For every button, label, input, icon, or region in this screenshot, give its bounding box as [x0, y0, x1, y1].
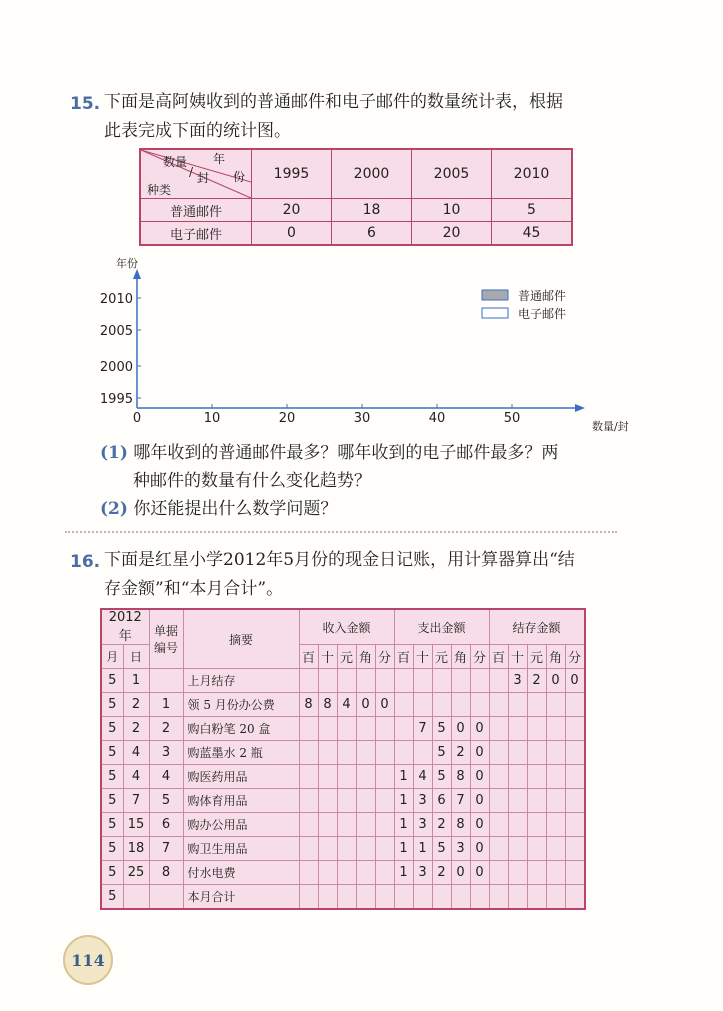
row-label-regular-mail: 普通邮件: [140, 199, 252, 222]
balance-digit-cell[interactable]: [527, 765, 546, 789]
sub-question-1-number: (1): [100, 443, 128, 463]
expense-digit-cell: 2: [451, 741, 470, 765]
cell-value: 10: [412, 199, 492, 222]
balance-digit-cell[interactable]: 0: [565, 669, 585, 693]
sub-question-1-line2: 种邮件的数量有什么变化趋势？: [133, 471, 371, 491]
cell-value: 20: [412, 222, 492, 246]
month-cell: 5: [101, 789, 123, 813]
income-digit-cell: 0: [375, 693, 394, 717]
digit-header: 分: [565, 645, 585, 669]
income-digit-cell: [356, 837, 375, 861]
expense-digit-cell: 0: [470, 837, 489, 861]
balance-digit-cell[interactable]: [546, 861, 565, 885]
expense-digit-cell: 0: [470, 789, 489, 813]
digit-header: 角: [451, 645, 470, 669]
expense-digit-cell: 4: [413, 765, 432, 789]
expense-digit-cell: 1: [394, 765, 413, 789]
year-1995-header: 1995: [252, 149, 332, 199]
table-row: [101, 885, 585, 910]
balance-digit-cell[interactable]: [489, 861, 508, 885]
month-cell: 5: [101, 741, 123, 765]
question-16-number: 16.: [70, 552, 101, 572]
balance-digit-cell[interactable]: [489, 813, 508, 837]
income-digit-cell: [318, 789, 337, 813]
header-year: 2012 年: [101, 609, 149, 645]
income-digit-cell: [318, 741, 337, 765]
balance-digit-cell[interactable]: [565, 789, 585, 813]
day-cell: 2: [123, 693, 149, 717]
balance-digit-cell[interactable]: 0: [546, 669, 565, 693]
balance-digit-cell[interactable]: [527, 741, 546, 765]
doc-number-cell: 7: [149, 837, 183, 861]
expense-digit-cell: [432, 669, 451, 693]
cell-value: 0: [252, 222, 332, 246]
digit-header: 角: [356, 645, 375, 669]
income-digit-cell: [318, 765, 337, 789]
balance-digit-cell[interactable]: [527, 813, 546, 837]
y-axis-arrow-icon: [133, 269, 141, 279]
summary-cell: 领 5 月份办公费: [183, 693, 299, 717]
expense-digit-cell: 0: [470, 813, 489, 837]
summary-cell: 付水电费: [183, 861, 299, 885]
year-2000-header: 2000: [332, 149, 412, 199]
table-row: [101, 765, 585, 789]
digit-header: 十: [508, 645, 527, 669]
income-digit-cell: [375, 789, 394, 813]
month-cell: 5: [101, 813, 123, 837]
table-row: [101, 861, 585, 885]
balance-digit-cell[interactable]: [508, 693, 527, 717]
table-row: [101, 717, 585, 741]
summary-cell: 购蓝墨水 2 瓶: [183, 741, 299, 765]
day-cell: 1: [123, 669, 149, 693]
table-row: [101, 669, 585, 693]
balance-digit-cell[interactable]: [546, 765, 565, 789]
expense-digit-cell: [451, 693, 470, 717]
expense-digit-cell[interactable]: [413, 885, 432, 910]
expense-digit-cell: 0: [451, 861, 470, 885]
income-digit-cell: [337, 861, 356, 885]
corner-label-quantity: 数量: [163, 155, 188, 169]
expense-digit-cell: 0: [470, 717, 489, 741]
income-digit-cell: [337, 669, 356, 693]
expense-digit-cell: 1: [394, 861, 413, 885]
expense-digit-cell: 0: [470, 765, 489, 789]
balance-digit-cell[interactable]: [508, 717, 527, 741]
table-row: [140, 222, 572, 246]
balance-digit-cell[interactable]: [565, 861, 585, 885]
income-digit-cell: [356, 861, 375, 885]
income-digit-cell: [337, 741, 356, 765]
income-digit-cell[interactable]: [337, 885, 356, 910]
income-digit-cell: [337, 813, 356, 837]
month-cell: 5: [101, 885, 123, 910]
balance-digit-cell[interactable]: [489, 717, 508, 741]
day-cell: 4: [123, 741, 149, 765]
corner-label-kind: 种类: [147, 183, 172, 197]
expense-digit-cell[interactable]: [451, 885, 470, 910]
cell-value: 18: [332, 199, 412, 222]
expense-digit-cell: 3: [413, 813, 432, 837]
x-tick-label: 10: [203, 411, 221, 426]
table-corner-header: [140, 149, 252, 199]
legend-swatch: [482, 290, 508, 300]
income-digit-cell: [375, 717, 394, 741]
question-15-text-line2: 此表完成下面的统计图。: [104, 121, 291, 141]
doc-number-cell: 1: [149, 693, 183, 717]
digit-header: 十: [318, 645, 337, 669]
question-15-text-line1: 下面是高阿姨收到的普通邮件和电子邮件的数量统计表，根据: [104, 92, 563, 112]
balance-digit-cell[interactable]: [489, 789, 508, 813]
balance-digit-cell[interactable]: [489, 885, 508, 910]
balance-digit-cell[interactable]: [508, 741, 527, 765]
balance-digit-cell[interactable]: [527, 717, 546, 741]
income-digit-cell: 8: [318, 693, 337, 717]
income-digit-cell: [299, 861, 318, 885]
income-digit-cell: 8: [299, 693, 318, 717]
question-16-text-line2: 存金额”和“本月合计”。: [104, 579, 284, 599]
balance-digit-cell[interactable]: [489, 693, 508, 717]
expense-digit-cell: 5: [432, 741, 451, 765]
x-tick-label: 50: [503, 411, 521, 426]
digit-header: 元: [337, 645, 356, 669]
expense-digit-cell: 2: [432, 813, 451, 837]
income-digit-cell: [337, 789, 356, 813]
digit-header: 百: [489, 645, 508, 669]
income-digit-cell: [356, 813, 375, 837]
income-digit-cell: 4: [337, 693, 356, 717]
day-cell: 15: [123, 813, 149, 837]
table-row: [101, 693, 585, 717]
day-cell: 2: [123, 717, 149, 741]
expense-digit-cell[interactable]: [394, 885, 413, 910]
y-category-label: 1995: [99, 392, 133, 407]
expense-digit-cell: [394, 741, 413, 765]
income-digit-cell[interactable]: [356, 885, 375, 910]
table-row: [101, 837, 585, 861]
income-digit-cell: [299, 789, 318, 813]
doc-number-cell: [149, 669, 183, 693]
x-tick-label: 40: [428, 411, 446, 426]
header-expense: 支出金额: [394, 609, 489, 645]
expense-digit-cell: 7: [451, 789, 470, 813]
expense-digit-cell: 0: [470, 861, 489, 885]
x-axis-arrow-icon: [575, 404, 585, 412]
income-digit-cell: [299, 669, 318, 693]
balance-digit-cell[interactable]: [508, 765, 527, 789]
expense-digit-cell: 3: [413, 789, 432, 813]
digit-header: 角: [546, 645, 565, 669]
cell-value: 20: [252, 199, 332, 222]
header-month: 月: [101, 645, 123, 669]
doc-number-cell: 6: [149, 813, 183, 837]
doc-number-cell: 2: [149, 717, 183, 741]
income-digit-cell: [299, 765, 318, 789]
day-cell: [123, 885, 149, 910]
balance-digit-cell[interactable]: [489, 765, 508, 789]
table-row: [101, 741, 585, 765]
balance-digit-cell[interactable]: [489, 837, 508, 861]
income-digit-cell: [375, 741, 394, 765]
income-digit-cell: [318, 837, 337, 861]
summary-cell: 上月结存: [183, 669, 299, 693]
table-row: [101, 813, 585, 837]
y-category-label: 2005: [99, 324, 133, 339]
income-digit-cell: [337, 717, 356, 741]
balance-digit-cell[interactable]: [527, 837, 546, 861]
x-tick-label: 0: [132, 411, 142, 426]
row-label-email: 电子邮件: [140, 222, 252, 246]
mail-count-table: [139, 148, 573, 246]
day-cell: 7: [123, 789, 149, 813]
doc-number-cell: 4: [149, 765, 183, 789]
income-digit-cell: [318, 861, 337, 885]
sub-question-1: [100, 438, 558, 468]
expense-digit-cell: 5: [432, 717, 451, 741]
expense-digit-cell: [394, 717, 413, 741]
income-digit-cell: [318, 669, 337, 693]
balance-digit-cell[interactable]: [508, 885, 527, 910]
question-16-text-line1: 下面是红星小学2012年5月份的现金日记账，用计算器算出“结: [104, 550, 575, 570]
section-divider: [65, 531, 617, 533]
expense-digit-cell: 0: [451, 717, 470, 741]
summary-cell: 购体育用品: [183, 789, 299, 813]
balance-digit-cell[interactable]: [546, 741, 565, 765]
income-digit-cell: [356, 741, 375, 765]
balance-digit-cell[interactable]: [546, 717, 565, 741]
balance-digit-cell[interactable]: [546, 885, 565, 910]
x-tick-label: 30: [353, 411, 371, 426]
corner-label-slash: /: [189, 165, 194, 179]
income-digit-cell[interactable]: [375, 885, 394, 910]
expense-digit-cell: 1: [394, 837, 413, 861]
question-15-number: 15.: [70, 94, 101, 114]
balance-digit-cell[interactable]: [508, 789, 527, 813]
income-digit-cell: [375, 837, 394, 861]
cell-value: 6: [332, 222, 412, 246]
balance-digit-cell[interactable]: [565, 813, 585, 837]
balance-digit-cell[interactable]: [565, 837, 585, 861]
expense-digit-cell: 6: [432, 789, 451, 813]
cell-value: 45: [492, 222, 573, 246]
income-digit-cell: [299, 717, 318, 741]
income-digit-cell: [299, 837, 318, 861]
expense-digit-cell: 1: [394, 789, 413, 813]
day-cell: 4: [123, 765, 149, 789]
expense-digit-cell: 7: [413, 717, 432, 741]
digit-header: 元: [432, 645, 451, 669]
month-cell: 5: [101, 765, 123, 789]
digit-header: 元: [527, 645, 546, 669]
balance-digit-cell[interactable]: [508, 861, 527, 885]
balance-digit-cell[interactable]: [546, 789, 565, 813]
expense-digit-cell: 5: [432, 765, 451, 789]
digit-header: 十: [413, 645, 432, 669]
year-2010-header: 2010: [492, 149, 573, 199]
expense-digit-cell: [470, 669, 489, 693]
expense-digit-cell[interactable]: [470, 885, 489, 910]
balance-digit-cell[interactable]: 2: [527, 669, 546, 693]
header-balance: 结存金额: [489, 609, 585, 645]
month-cell: 5: [101, 861, 123, 885]
page-number: 114: [71, 950, 105, 970]
month-cell: 5: [101, 693, 123, 717]
y-category-label: 2000: [99, 360, 133, 375]
income-digit-cell: [356, 789, 375, 813]
balance-digit-cell[interactable]: [546, 693, 565, 717]
income-digit-cell: [318, 717, 337, 741]
digit-header: 百: [394, 645, 413, 669]
expense-digit-cell: [451, 669, 470, 693]
balance-digit-cell[interactable]: [527, 861, 546, 885]
day-cell: 18: [123, 837, 149, 861]
expense-digit-cell: [413, 669, 432, 693]
x-tick-label: 20: [278, 411, 296, 426]
expense-digit-cell: 1: [413, 837, 432, 861]
expense-digit-cell: 3: [413, 861, 432, 885]
sub-question-2-text: 你还能提出什么数学问题？: [133, 499, 338, 519]
balance-digit-cell[interactable]: [508, 813, 527, 837]
balance-digit-cell[interactable]: [527, 789, 546, 813]
legend-swatch: [482, 308, 508, 318]
income-digit-cell: [375, 861, 394, 885]
expense-digit-cell: [394, 693, 413, 717]
corner-label-unit: 封: [197, 171, 210, 185]
doc-number-cell: 8: [149, 861, 183, 885]
summary-cell: 本月合计: [183, 885, 299, 910]
income-digit-cell: [356, 717, 375, 741]
income-digit-cell: [299, 813, 318, 837]
balance-digit-cell[interactable]: 3: [508, 669, 527, 693]
page-number-badge: [63, 935, 113, 985]
balance-digit-cell[interactable]: [489, 669, 508, 693]
summary-cell: 购白粉笔 20 盒: [183, 717, 299, 741]
x-axis-label: 数量/封: [592, 420, 629, 433]
balance-digit-cell[interactable]: [565, 717, 585, 741]
year-2005-header: 2005: [412, 149, 492, 199]
digit-header: 百: [299, 645, 318, 669]
balance-digit-cell[interactable]: [527, 693, 546, 717]
balance-digit-cell[interactable]: [565, 741, 585, 765]
doc-number-cell: [149, 885, 183, 910]
expense-digit-cell: [432, 693, 451, 717]
income-digit-cell: [299, 741, 318, 765]
expense-digit-cell: 8: [451, 813, 470, 837]
day-cell: 25: [123, 861, 149, 885]
summary-cell: 购办公用品: [183, 813, 299, 837]
doc-number-cell: 3: [149, 741, 183, 765]
expense-digit-cell: [470, 693, 489, 717]
expense-digit-cell: 8: [451, 765, 470, 789]
balance-digit-cell[interactable]: [527, 885, 546, 910]
cash-journal-table: [100, 608, 586, 910]
legend-label: 电子邮件: [518, 307, 567, 321]
table-row: [101, 789, 585, 813]
expense-digit-cell: 0: [470, 741, 489, 765]
header-day: 日: [123, 645, 149, 669]
month-cell: 5: [101, 669, 123, 693]
expense-digit-cell: [394, 669, 413, 693]
income-digit-cell: [337, 837, 356, 861]
sub-question-2: [100, 494, 337, 524]
y-axis-label: 年份: [116, 257, 138, 270]
balance-digit-cell[interactable]: [565, 765, 585, 789]
income-digit-cell: [375, 765, 394, 789]
header-doc-number: 单据编号: [149, 609, 183, 669]
summary-cell: 购医药用品: [183, 765, 299, 789]
income-digit-cell: 0: [356, 693, 375, 717]
month-cell: 5: [101, 837, 123, 861]
expense-digit-cell: [413, 741, 432, 765]
expense-digit-cell: 3: [451, 837, 470, 861]
sub-question-2-number: (2): [100, 499, 128, 519]
mail-bar-chart: [90, 257, 629, 438]
balance-digit-cell[interactable]: [565, 885, 585, 910]
cell-value: 5: [492, 199, 573, 222]
balance-digit-cell[interactable]: [489, 741, 508, 765]
income-digit-cell: [356, 765, 375, 789]
balance-digit-cell[interactable]: [546, 813, 565, 837]
income-digit-cell: [375, 813, 394, 837]
digit-header: 分: [470, 645, 489, 669]
table-row: [140, 199, 572, 222]
corner-label-year-top: 年: [213, 152, 226, 166]
income-digit-cell: [318, 813, 337, 837]
balance-digit-cell[interactable]: [508, 837, 527, 861]
header-income: 收入金额: [299, 609, 394, 645]
expense-digit-cell: 1: [394, 813, 413, 837]
corner-label-year-right: 份: [233, 170, 246, 184]
expense-digit-cell[interactable]: [432, 885, 451, 910]
doc-number-cell: 5: [149, 789, 183, 813]
income-digit-cell: [375, 669, 394, 693]
y-category-label: 2010: [99, 292, 133, 307]
month-cell: 5: [101, 717, 123, 741]
header-summary: 摘要: [183, 609, 299, 669]
digit-header: 分: [375, 645, 394, 669]
income-digit-cell: [356, 669, 375, 693]
income-digit-cell[interactable]: [318, 885, 337, 910]
expense-digit-cell: 5: [432, 837, 451, 861]
summary-cell: 购卫生用品: [183, 837, 299, 861]
income-digit-cell: [337, 765, 356, 789]
expense-digit-cell: 2: [432, 861, 451, 885]
income-digit-cell[interactable]: [299, 885, 318, 910]
legend-label: 普通邮件: [518, 289, 567, 303]
expense-digit-cell: [413, 693, 432, 717]
sub-question-1-line1: 哪年收到的普通邮件最多？哪年收到的电子邮件最多？两: [133, 443, 559, 463]
balance-digit-cell[interactable]: [565, 693, 585, 717]
balance-digit-cell[interactable]: [546, 837, 565, 861]
